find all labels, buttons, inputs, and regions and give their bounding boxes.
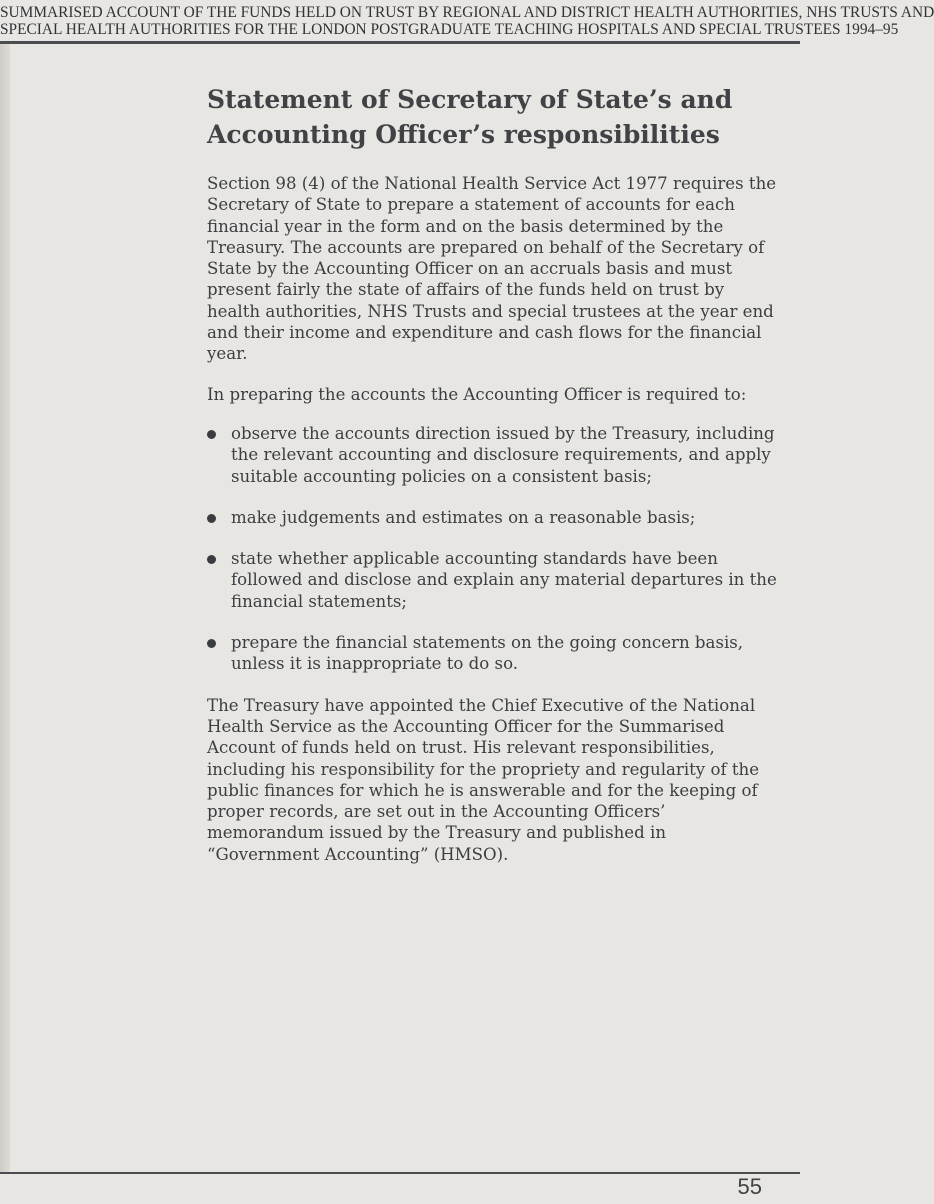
list-item bbox=[207, 548, 779, 612]
paragraph-preparation-intro: In preparing the accounts the Accounting Officer is required to: bbox=[207, 384, 747, 404]
bullet-icon bbox=[207, 514, 216, 523]
bullet-icon bbox=[207, 639, 216, 648]
left-margin-shadow bbox=[0, 44, 10, 1174]
list-item bbox=[207, 507, 779, 528]
list-item-text: make judgements and estimates on a reasonable basis; bbox=[231, 507, 696, 527]
bullet-icon bbox=[207, 430, 216, 439]
running-header-line-1: SUMMARISED ACCOUNT OF THE FUNDS HELD ON TRUST BY REGIONAL AND DISTRICT HEALTH AUTHORITIES, NHS TRUSTS AND bbox=[0, 4, 934, 21]
running-header bbox=[0, 4, 934, 38]
page-title: Statement of Secretary of State’s and Accounting Officer’s responsibilities bbox=[207, 85, 733, 149]
footer-rule bbox=[0, 1172, 800, 1174]
paragraph-accounting-officer: The Treasury have appointed the Chief Executive of the National Health Service as the Accounting Officer for the Summarised Account of funds held on trust. His relevant responsibilities, including his responsibility for the propriety and regularity of the public finances for which he is answerable and for the keeping of proper records, are set out in the Accounting Officers’ memorandum issued by the Treasury and published in “Government Accounting” (HMSO). bbox=[207, 695, 760, 864]
list-item-text: state whether applicable accounting standards have been followed and disclose and explain any material departures in the financial statements; bbox=[231, 549, 777, 611]
list-item bbox=[207, 423, 779, 487]
list-item-text: observe the accounts direction issued by the Treasury, including the relevant accounting and disclosure requirements, and apply suitable accounting policies on a consistent basis; bbox=[231, 423, 775, 486]
bullet-icon bbox=[207, 555, 216, 564]
list-item-text: prepare the financial statements on the going concern basis, unless it is inappropriate to do so. bbox=[231, 633, 744, 674]
header-rule bbox=[0, 41, 800, 44]
running-header-line-2: SPECIAL HEALTH AUTHORITIES FOR THE LONDON POSTGRADUATE TEACHING HOSPITALS AND SPECIAL TRUSTEES 1994–95 bbox=[0, 21, 899, 38]
paragraph-statutory-requirement: Section 98 (4) of the National Health Service Act 1977 requires the Secretary of State to prepare a statement of accounts for each financial year in the form and on the basis determined by the Treasury. The accounts are prepared on behalf of the Secretary of State by the Accounting Officer on an accruals basis and must present fairly the state of affairs of the funds held on trust by health authorities, NHS Trusts and special trustees at the year end and their income and expenditure and cash flows for the financial year. bbox=[207, 174, 777, 364]
list-item bbox=[207, 632, 779, 675]
main-content bbox=[207, 82, 779, 865]
page-number: 55 bbox=[737, 1174, 762, 1199]
requirements-list bbox=[207, 423, 779, 675]
